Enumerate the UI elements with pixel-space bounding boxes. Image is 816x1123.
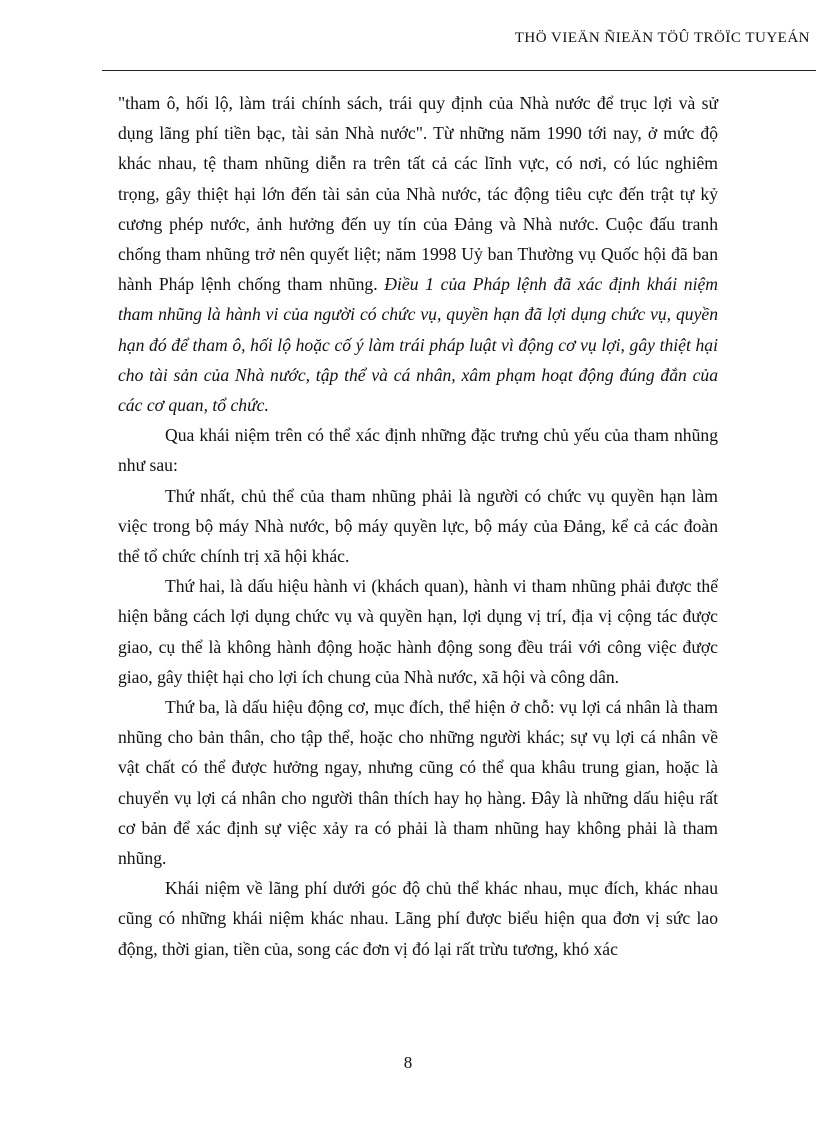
body-text xyxy=(118,88,718,964)
paragraph-3: Thứ nhất, chủ thể của tham nhũng phải là người có chức vụ quyền hạn làm việc trong bộ máy Nhà nước, bộ máy quyền lực, bộ máy của Đảng, kể cả các đoàn thể tổ chức chính trị xã hội khác. xyxy=(118,485,718,567)
page-number: 8 xyxy=(403,1053,413,1072)
paragraph-1-text: "tham ô, hối lộ, làm trái chính sách, trái quy định của Nhà nước để trục lợi và sử dụng lãng phí tiền bạc, tài sản Nhà nước". Từ những năm 1990 tới nay, ở mức độ khác nhau, tệ tham nhũng diễn ra trên tất cả các lĩnh vực, có nơi, có lúc nghiêm trọng, gây thiệt hại lớn đến tài sản của Nhà nước, tác động tiêu cực đến trật tự kỷ cương phép nước, ảnh hưởng đến uy tín của Đảng và Nhà nước. Cuộc đấu tranh chống tham nhũng trở nên quyết liệt; năm 1998 Uỷ ban Thường vụ Quốc hội đã ban hành Pháp lệnh chống tham nhũng. xyxy=(118,93,718,295)
paragraph-1-italic-quote: Điều 1 của Pháp lệnh đã xác định khái niệm tham nhũng là hành vi của người có chức vụ, quyền hạn đã lợi dụng chức vụ, quyền hạn đó để tham ô, hối lộ hoặc cố ý làm trái pháp luật vì động cơ vụ lợi, gây thiệt hại cho tài sản của Nhà nước, tập thể và cá nhân, xâm phạm hoạt động đúng đắn của các cơ quan, tổ chức. xyxy=(118,274,718,416)
paragraph-4: Thứ hai, là dấu hiệu hành vi (khách quan), hành vi tham nhũng phải được thể hiện bằng cách lợi dụng chức vụ và quyền hạn, lợi dụng vị trí, địa vị cộng tác được giao, cụ thể là không hành động hoặc hành động song đều trái với công việc được giao, gây thiệt hại cho lợi ích chung của Nhà nước, xã hội và công dân. xyxy=(118,576,718,687)
paragraph-6: Khái niệm về lãng phí dưới góc độ chủ thể khác nhau, mục đích, khác nhau cũng có những khái niệm khác nhau. Lãng phí được biểu hiện qua đơn vị sức lao động, thời gian, tiền của, song các đơn vị đó lại rất trừu tương, khó xác xyxy=(118,878,718,959)
header-divider xyxy=(102,70,816,71)
paragraph-1 xyxy=(118,88,718,420)
paragraph-5: Thứ ba, là dấu hiệu động cơ, mục đích, thể hiện ở chỗ: vụ lợi cá nhân là tham nhũng cho bản thân, cho tập thể, hoặc cho những người khác; sự vụ lợi cá nhân về vật chất có thể được hưởng ngay, nhưng cũng có thể qua khâu trung gian, hoặc là chuyển vụ lợi cá nhân cho người thân thích hay họ hàng. Đây là những dấu hiệu rất cơ bản để xác định sự việc xảy ra có phải là tham nhũng hay không phải là tham nhũng. xyxy=(118,697,718,869)
running-header: THÖ VIEÄN ÑIEÄN TÖÛ TRÖÏC TUYEÁN xyxy=(514,30,810,46)
paragraph-2: Qua khái niệm trên có thể xác định những đặc trưng chủ yếu của tham nhũng như sau: xyxy=(118,425,718,476)
